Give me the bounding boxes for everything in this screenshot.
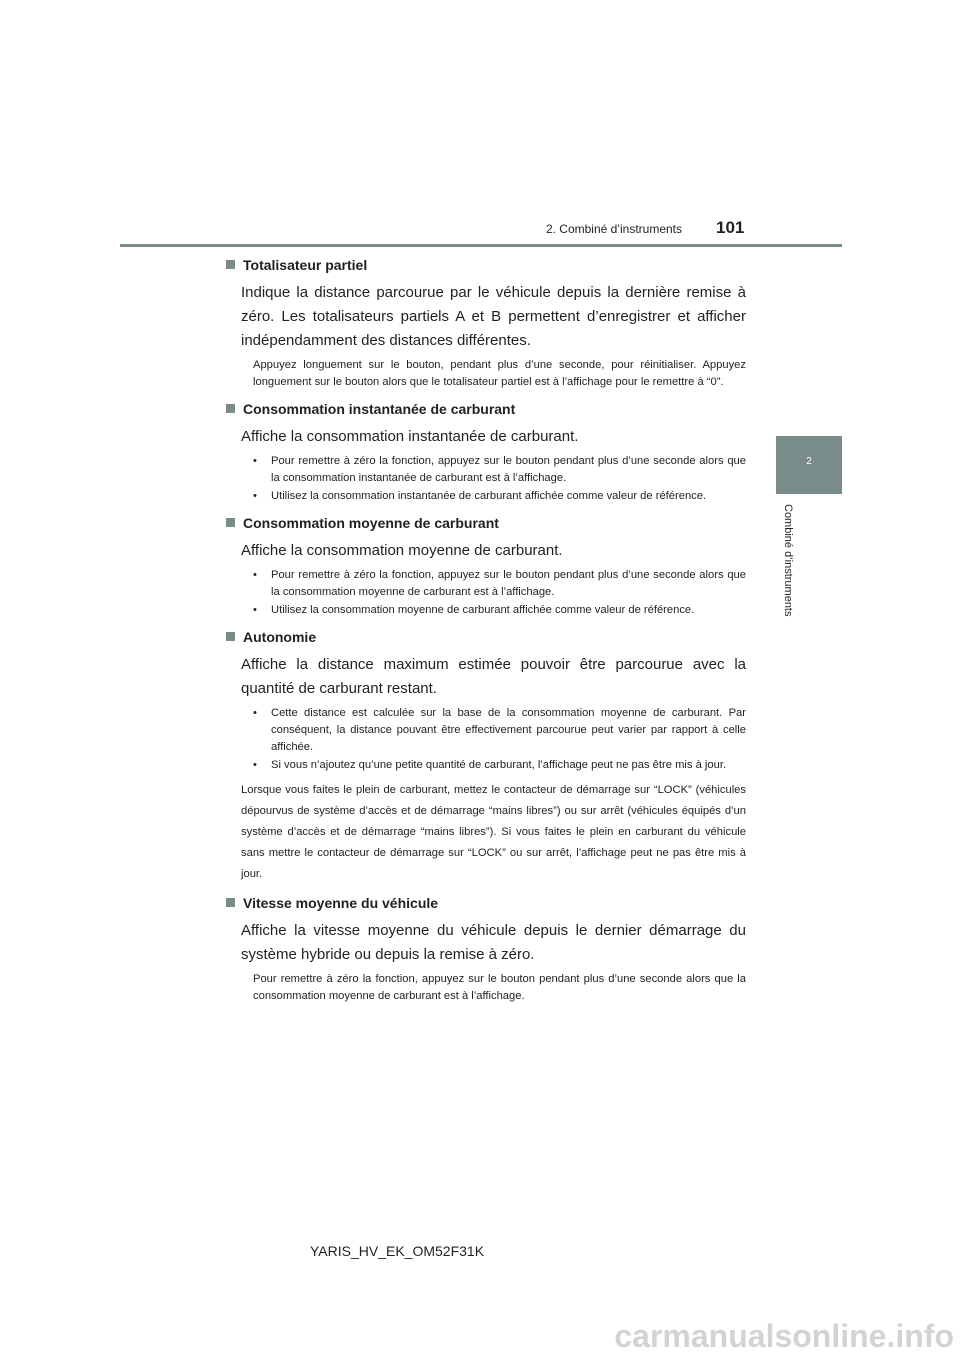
bullet-dot-icon: • bbox=[253, 759, 257, 771]
chapter-side-label-text: Combiné d’instruments bbox=[782, 504, 794, 617]
header-section-title: 2. Combiné d’instruments bbox=[545, 222, 682, 236]
bullet-text: Utilisez la consommation moyenne de carburant affichée comme valeur de référence. bbox=[271, 604, 695, 616]
section-lead: Affiche la consommation moyenne de carburant. bbox=[241, 542, 563, 559]
bullet-text: Cette distance est calculée sur la base de la consommation moyenne de carburant. Par conséquent, la distance pouvant être effectivement parcourue peut varier par rapport à celle affichée. bbox=[271, 707, 746, 753]
square-bullet-icon bbox=[226, 632, 235, 641]
section-average-consumption bbox=[226, 514, 746, 619]
section-average-speed bbox=[226, 894, 746, 1005]
section-instant-consumption bbox=[226, 400, 746, 505]
square-bullet-icon bbox=[226, 404, 235, 413]
page-content bbox=[226, 256, 746, 1005]
bullet-dot-icon: • bbox=[253, 604, 257, 616]
section-lead: Affiche la consommation instantanée de carburant. bbox=[241, 428, 579, 445]
section-lead: Affiche la vitesse moyenne du véhicule depuis le dernier démarrage du système hybride ou depuis la remise à zéro. bbox=[241, 922, 746, 963]
square-bullet-icon bbox=[226, 518, 235, 527]
section-lead: Affiche la distance maximum estimée pouvoir être parcourue avec la quantité de carburant restant. bbox=[241, 656, 746, 697]
section-title-text: Totalisateur partiel bbox=[243, 257, 368, 273]
bullet-dot-icon: • bbox=[253, 569, 257, 581]
bullet-item bbox=[253, 705, 746, 756]
bullet-item bbox=[253, 488, 746, 505]
bullet-dot-icon: • bbox=[253, 490, 257, 502]
section-range bbox=[226, 628, 746, 885]
section-title-text: Consommation instantanée de carburant bbox=[243, 401, 516, 417]
section-note: Appuyez longuement sur le bouton, pendant plus d’une seconde, pour réinitialiser. Appuyez longuement sur le bouton alors que le totalisateur partiel est à l’affichage pour le remettre à “0”. bbox=[253, 359, 746, 388]
bullet-item bbox=[253, 757, 746, 774]
page-number: 101 bbox=[716, 218, 745, 237]
watermark: carmanualsonline.info bbox=[614, 1318, 954, 1354]
section-title-text: Autonomie bbox=[243, 629, 317, 645]
bullet-text: Pour remettre à zéro la fonction, appuyez sur le bouton pendant plus d’une seconde alors que la consommation instantanée de carburant est à l’affichage. bbox=[271, 455, 746, 484]
bullet-text: Pour remettre à zéro la fonction, appuyez sur le bouton pendant plus d’une seconde alors que la consommation moyenne de carburant est à l’affichage. bbox=[271, 569, 746, 598]
chapter-tab-number: 2 bbox=[806, 456, 812, 467]
bullet-list bbox=[253, 567, 746, 619]
bullet-item bbox=[253, 602, 746, 619]
section-title bbox=[226, 894, 746, 912]
bullet-list bbox=[253, 453, 746, 505]
chapter-tab bbox=[776, 436, 842, 494]
square-bullet-icon bbox=[226, 260, 235, 269]
section-title bbox=[226, 628, 746, 646]
bullet-text: Utilisez la consommation instantanée de carburant affichée comme valeur de référence. bbox=[271, 490, 707, 502]
square-bullet-icon bbox=[226, 898, 235, 907]
section-paragraph: Lorsque vous faites le plein de carburant, mettez le contacteur de démarrage sur “LOCK” (véhicules dépourvus de système d’accès et de démarrage “mains libres”) ou sur arrêt (véhicules équipés d’un système d’accès et de démarrage “mains libres”). Si vous faites le plein en carburant du véhicule sans mettre le contacteur de démarrage sur “LOCK” ou sur arrêt, l’affichage peut ne pas être mis à jour. bbox=[241, 784, 746, 880]
section-note: Pour remettre à zéro la fonction, appuyez sur le bouton pendant plus d’une seconde alors que la consommation moyenne de carburant est à l’affichage. bbox=[253, 973, 746, 1002]
bullet-list bbox=[253, 705, 746, 774]
section-trip-meter bbox=[226, 256, 746, 391]
section-title-text: Consommation moyenne de carburant bbox=[243, 515, 499, 531]
section-title-text: Vitesse moyenne du véhicule bbox=[243, 895, 439, 911]
chapter-side-label bbox=[782, 504, 802, 638]
section-title bbox=[226, 514, 746, 532]
section-lead: Indique la distance parcourue par le véhicule depuis la dernière remise à zéro. Les totalisateurs partiels A et B permettent d’enregistrer et afficher indépendamment des distances différentes. bbox=[241, 284, 746, 349]
section-title bbox=[226, 256, 746, 274]
bullet-text: Si vous n’ajoutez qu’une petite quantité de carburant, l’affichage peut ne pas être mis à jour. bbox=[271, 759, 727, 771]
bullet-dot-icon: • bbox=[253, 707, 257, 719]
header-rule bbox=[120, 244, 842, 247]
bullet-item bbox=[253, 453, 746, 487]
bullet-item bbox=[253, 567, 746, 601]
document-code: YARIS_HV_EK_OM52F31K bbox=[310, 1243, 485, 1259]
section-title bbox=[226, 400, 746, 418]
bullet-dot-icon: • bbox=[253, 455, 257, 467]
